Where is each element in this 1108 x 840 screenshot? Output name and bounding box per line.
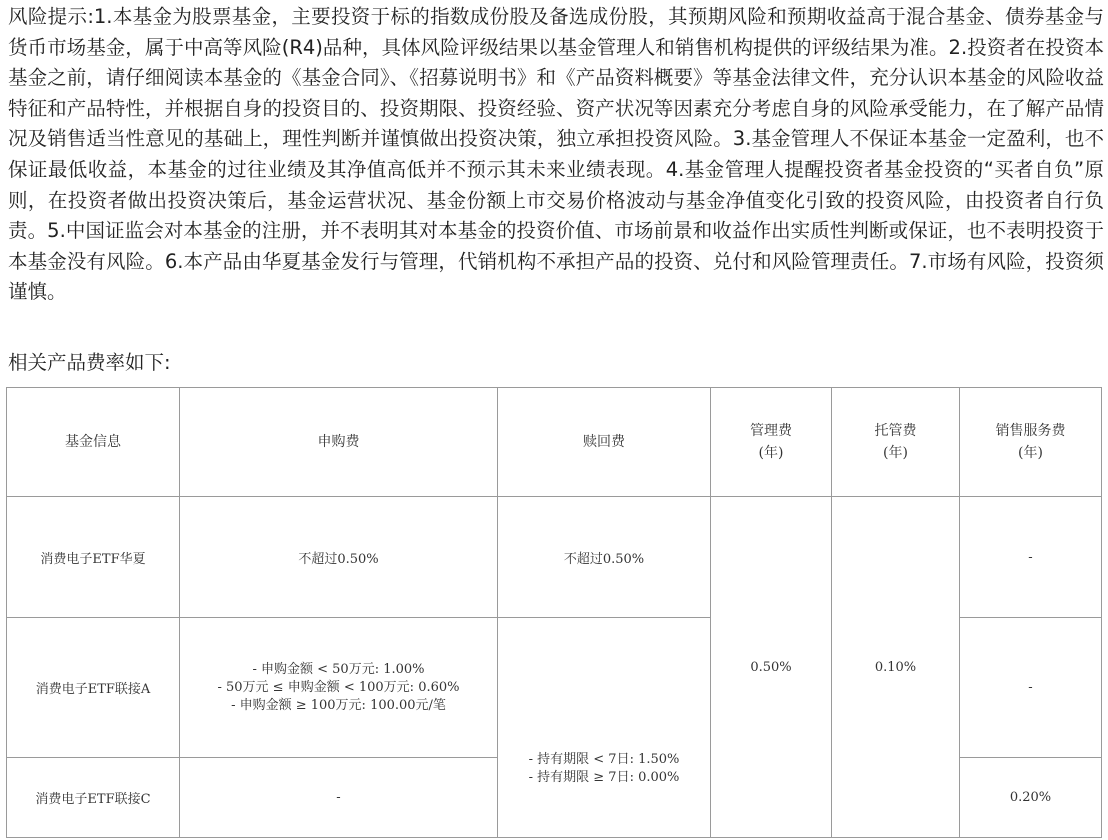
header-custody-fee-label: 托管费 — [874, 423, 917, 439]
subscription-fee: 不超过0.50% — [180, 497, 498, 618]
fund-name: 消费电子ETF联接C — [7, 758, 180, 838]
header-sales-service-fee-unit: (年) — [1018, 445, 1043, 461]
subscription-fee: - — [180, 758, 498, 838]
redemption-tier: - 持有期限 ≥ 7日: 0.00% — [528, 769, 680, 785]
header-custody-fee — [832, 388, 960, 497]
subscription-fee-tiers — [180, 618, 498, 758]
management-fee: 0.50% — [711, 497, 832, 838]
header-management-fee-unit: (年) — [758, 445, 784, 461]
header-sales-service-fee — [960, 388, 1102, 497]
fund-name: 消费电子ETF联接A — [7, 618, 180, 758]
subscription-tier: - 申购金额 < 50万元: 1.00% — [252, 661, 425, 677]
header-management-fee — [711, 388, 832, 497]
header-subscription-fee: 申购费 — [180, 388, 498, 497]
header-sales-service-fee-label: 销售服务费 — [995, 423, 1066, 439]
custody-fee: 0.10% — [832, 497, 960, 838]
redemption-fee: 不超过0.50% — [498, 497, 711, 618]
subscription-tier: - 50万元 ≤ 申购金额 < 100万元: 0.60% — [217, 679, 460, 695]
redemption-tier: - 持有期限 < 7日: 1.50% — [528, 751, 680, 767]
sales-service-fee: - — [960, 497, 1102, 618]
header-fund-info: 基金信息 — [7, 388, 180, 497]
table-row — [7, 497, 1102, 618]
header-redemption-fee: 赎回费 — [498, 388, 711, 497]
header-management-fee-label: 管理费 — [750, 423, 792, 439]
sales-service-fee: 0.20% — [960, 758, 1102, 838]
sales-service-fee: - — [960, 618, 1102, 758]
subscription-tier: - 申购金额 ≥ 100万元: 100.00元/笔 — [231, 697, 446, 713]
fee-table — [6, 387, 1102, 838]
fee-intro: 相关产品费率如下: — [8, 351, 171, 374]
linked-redemption-fee-tiers — [498, 618, 711, 838]
fund-name: 消费电子ETF华夏 — [7, 497, 180, 618]
fee-table-header-row — [7, 388, 1102, 497]
header-custody-fee-unit: (年) — [883, 445, 908, 461]
risk-notice: 风险提示:1.本基金为股票基金，主要投资于标的指数成份股及备选成份股，其预期风险和预期收益高于混合基金、债券基金与货币市场基金，属于中高等风险(R4)品种，具体风险评级结果以基金管理人和销售机构提供的评级结果为准。2.投资者在投资本基金之前，请仔细阅读本基金的《基金合同》、《招募说明书》和《产品资料概要》等基金法律文件，充分认识本基金的风险收益特征和产品特性，并根据自身的投资目的、投资期限、投资经验、资产状况等因素充分考虑自身的风险承受能力，在了解产品情况及销售适当性意见的基础上，理性判断并谨慎做出投资决策，独立承担投资风险。3.基金管理人不保证本基金一定盈利，也不保证最低收益，本基金的过往业绩及其净值高低并不预示其未来业绩表现。4.基金管理人提醒投资者基金投资的“买者自负”原则，在投资者做出投资决策后，基金运营状况、基金份额上市交易价格波动与基金净值变化引致的投资风险，由投资者自行负责。5.中国证监会对本基金的注册，并不表明其对本基金的投资价值、市场前景和收益作出实质性判断或保证，也不表明投资于本基金没有风险。6.本产品由华夏基金发行与管理，代销机构不承担产品的投资、兑付和风险管理责任。7.市场有风险，投资须谨慎。 — [8, 5, 1104, 304]
